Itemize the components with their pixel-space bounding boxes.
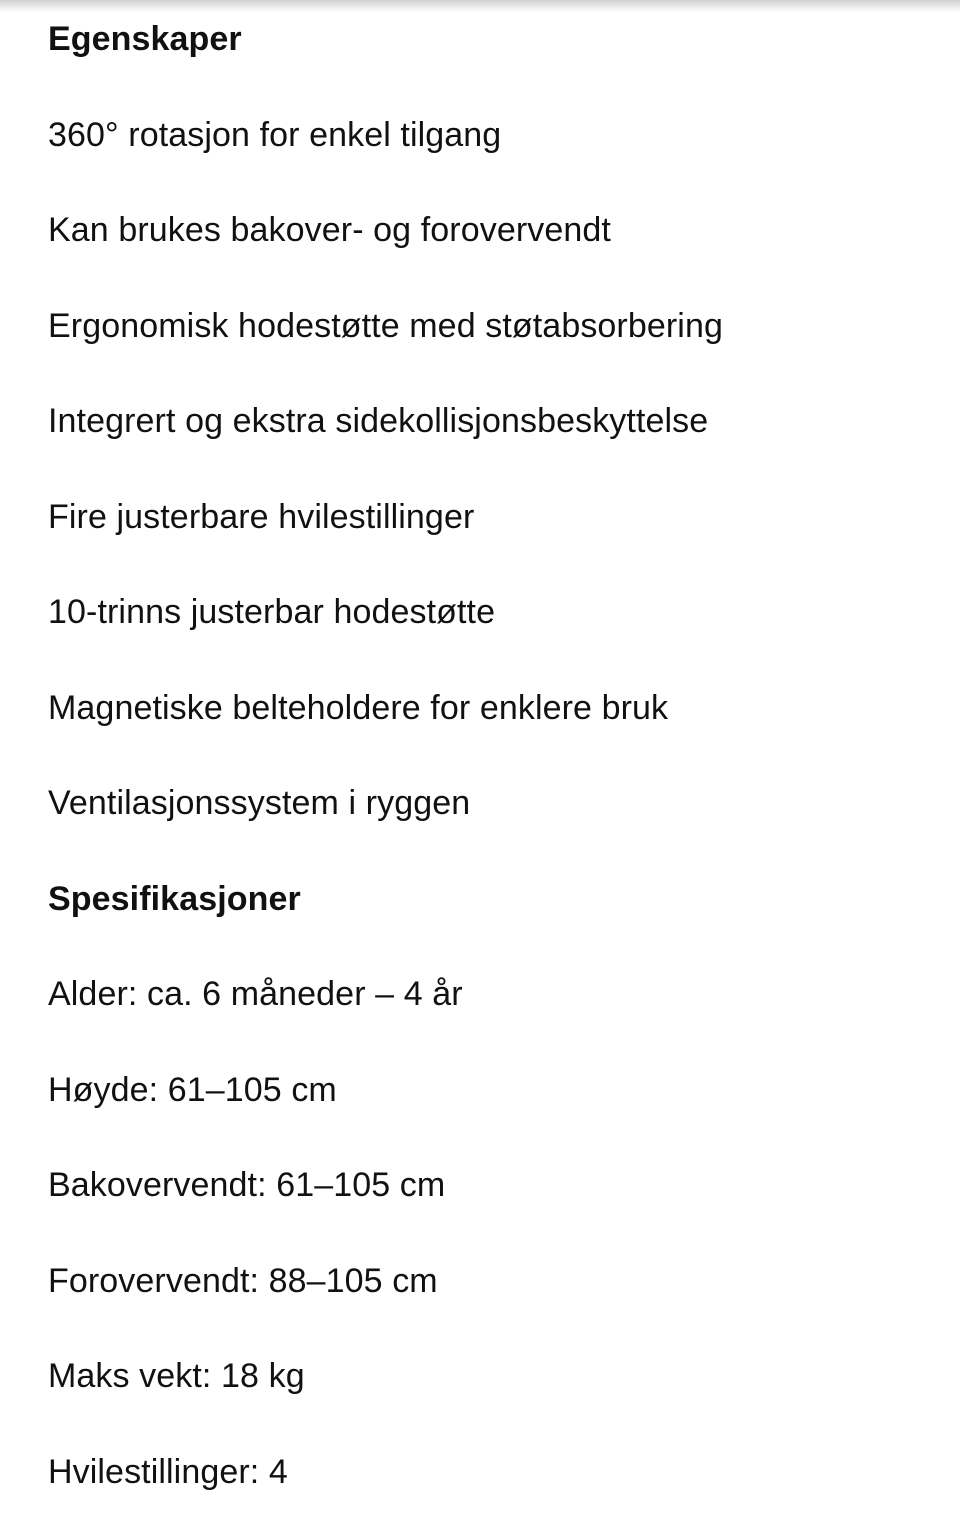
product-description — [48, 12, 928, 1513]
spec-item-recline-positions: Hvilestillinger: 4 — [48, 1452, 288, 1491]
feature-item: Kan brukes bakover- og forovervendt — [48, 211, 611, 249]
specifications-heading: Spesifikasjoner — [48, 879, 301, 918]
feature-item: Ergonomisk hodestøtte med støtabsorbering — [48, 306, 723, 345]
spec-item-forward-facing: Forovervendt: 88–105 cm — [48, 1261, 438, 1300]
feature-item: Magnetiske belteholdere for enklere bruk — [48, 688, 669, 727]
features-heading: Egenskaper — [48, 20, 242, 58]
spec-item-height: Høyde: 61–105 cm — [48, 1070, 337, 1109]
feature-item: 10-trinns justerbar hodestøtte — [48, 593, 496, 631]
feature-item: 360° rotasjon for enkel tilgang — [48, 115, 502, 154]
feature-item: Ventilasjonssystem i ryggen — [48, 784, 471, 822]
spec-item-age: Alder: ca. 6 måneder – 4 år — [48, 975, 463, 1013]
feature-item: Fire justerbare hvilestillinger — [48, 497, 475, 536]
spec-item-rear-facing: Bakovervendt: 61–105 cm — [48, 1166, 446, 1204]
spec-item-max-weight: Maks vekt: 18 kg — [48, 1357, 305, 1395]
top-shadow — [0, 0, 960, 12]
feature-item: Integrert og ekstra sidekollisjonsbeskyttelse — [48, 402, 709, 440]
